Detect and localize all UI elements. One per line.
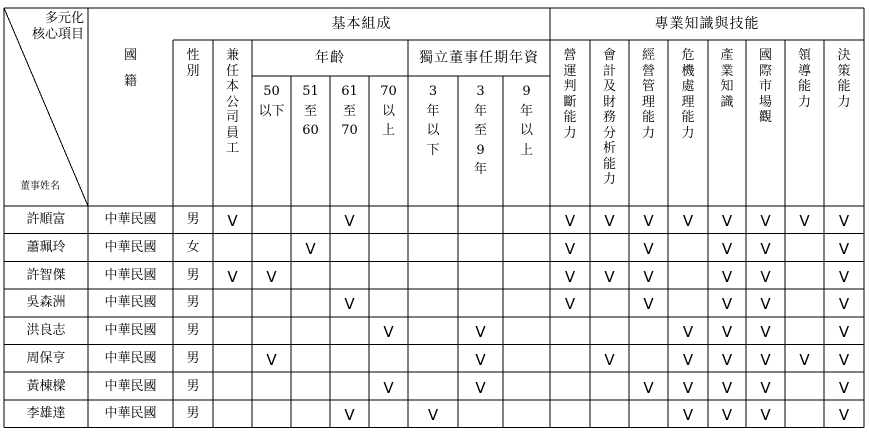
column-header-char: 61 xyxy=(341,84,358,99)
column-header-char: 力 xyxy=(837,94,851,110)
column-header-char: 9 xyxy=(522,84,531,99)
column-header-char: 能 xyxy=(837,79,851,94)
column-header-char: 年 xyxy=(426,103,440,119)
column-header-skill-industry xyxy=(708,48,746,204)
director-name: 黃棟樑 xyxy=(26,378,66,394)
check-mark: V xyxy=(383,378,394,397)
check-mark: V xyxy=(838,295,850,314)
column-header-char: 至 xyxy=(303,103,317,119)
check-mark: V xyxy=(838,406,850,425)
check-mark: V xyxy=(838,323,850,342)
director-name: 洪良志 xyxy=(26,323,66,339)
column-header-char: 決 xyxy=(837,48,851,63)
column-header-skill-management xyxy=(629,48,668,204)
gender-cell: 女 xyxy=(186,240,200,256)
column-header-skill-judgment xyxy=(550,48,590,204)
column-header-skill-international xyxy=(746,48,785,204)
gender-cell: 男 xyxy=(186,406,200,422)
group-header-basic: 基本組成 xyxy=(331,16,392,32)
column-header-tenure-9-above xyxy=(503,84,550,204)
nationality-cell: 中華民國 xyxy=(104,406,157,422)
check-mark: V xyxy=(760,295,771,314)
gender-cell: 男 xyxy=(186,378,200,394)
corner-top-line2: 核心項目 xyxy=(31,27,84,42)
column-header-char: 70 xyxy=(380,84,397,99)
check-mark: V xyxy=(643,212,654,231)
group-header-tenure: 獨立董事任期年資 xyxy=(419,50,539,66)
column-header-char: 60 xyxy=(302,123,319,138)
column-header-char: 以下 xyxy=(258,103,285,119)
column-header-skill-leadership xyxy=(785,48,824,204)
column-header-char: 力 xyxy=(563,125,577,141)
nationality-cell: 中華民國 xyxy=(104,378,157,394)
column-header-char: 國 xyxy=(123,48,137,63)
column-header-char: 財 xyxy=(602,94,616,110)
check-mark: V xyxy=(682,406,694,425)
check-mark: V xyxy=(721,212,733,231)
column-header-char: 運 xyxy=(563,63,577,79)
check-mark: V xyxy=(227,212,238,231)
nationality-cell: 中華民國 xyxy=(104,212,157,228)
column-header-char: 能 xyxy=(641,110,655,125)
check-mark: V xyxy=(604,267,615,286)
nationality-cell: 中華民國 xyxy=(104,295,157,311)
column-header-char: 性 xyxy=(186,48,200,63)
check-mark: V xyxy=(344,406,355,425)
column-header-char: 70 xyxy=(341,123,358,138)
check-mark: V xyxy=(266,267,277,286)
column-header-char: 能 xyxy=(681,110,695,125)
column-header-char: 析 xyxy=(602,141,616,156)
check-mark: V xyxy=(682,378,694,397)
column-header-char: 上 xyxy=(519,142,533,158)
column-header-char: 危 xyxy=(681,48,695,63)
check-mark: V xyxy=(564,212,576,231)
column-header-skill-crisis xyxy=(668,48,708,204)
column-header-char: 工 xyxy=(225,141,239,156)
column-header-char: 觀 xyxy=(758,110,772,125)
check-mark: V xyxy=(643,378,654,397)
column-header-char: 理 xyxy=(681,94,695,110)
check-mark: V xyxy=(427,406,439,425)
check-mark: V xyxy=(721,323,733,342)
column-header-char: 公 xyxy=(225,94,239,110)
check-mark: V xyxy=(682,323,694,342)
check-mark: V xyxy=(383,323,394,342)
check-mark: V xyxy=(760,406,771,425)
check-mark: V xyxy=(799,212,810,231)
column-header-char: 產 xyxy=(720,48,734,63)
column-header-age-51-60 xyxy=(291,84,330,204)
column-header-char: 力 xyxy=(602,172,616,187)
check-mark: V xyxy=(643,267,654,286)
column-header-char: 下 xyxy=(426,142,440,158)
check-mark: V xyxy=(760,350,771,369)
check-mark: V xyxy=(475,350,486,369)
column-header-char: 導 xyxy=(797,63,811,79)
column-header-employee xyxy=(213,48,252,204)
check-mark: V xyxy=(643,295,654,314)
column-header-char: 年 xyxy=(473,103,487,119)
column-header-char: 知 xyxy=(720,79,734,94)
check-mark: V xyxy=(721,240,733,259)
column-header-char: 管 xyxy=(641,79,655,94)
check-mark: V xyxy=(564,267,576,286)
check-mark: V xyxy=(838,267,850,286)
column-header-char: 至 xyxy=(473,123,487,138)
check-mark: V xyxy=(344,295,355,314)
check-mark: V xyxy=(643,240,654,259)
check-mark: V xyxy=(760,240,771,259)
column-header-char: 3 xyxy=(476,84,485,99)
column-header-nationality xyxy=(88,48,173,204)
column-header-char: 會 xyxy=(602,48,616,63)
corner-header-top xyxy=(26,11,84,43)
column-header-age-61-70 xyxy=(330,84,369,204)
gender-cell: 男 xyxy=(186,267,200,283)
column-header-char: 領 xyxy=(797,48,811,63)
column-header-char: 力 xyxy=(641,125,655,141)
director-name: 李雄達 xyxy=(26,406,66,422)
column-header-char: 國 xyxy=(758,48,772,63)
group-header-age: 年齡 xyxy=(315,50,345,66)
check-mark: V xyxy=(760,212,771,231)
director-name: 許智傑 xyxy=(26,267,66,283)
column-header-char: 年 xyxy=(519,103,533,119)
corner-header-bottom: 董事姓名 xyxy=(20,181,60,192)
check-mark: V xyxy=(838,378,850,397)
column-header-char: 策 xyxy=(837,63,851,79)
check-mark: V xyxy=(721,406,733,425)
check-mark: V xyxy=(760,323,771,342)
corner-top-line1: 多元化 xyxy=(44,11,84,26)
column-header-skill-decision xyxy=(824,48,864,204)
column-header-tenure-3-9 xyxy=(458,84,503,204)
check-mark: V xyxy=(564,240,576,259)
column-header-char: 營 xyxy=(641,63,655,79)
column-header-char: 9 xyxy=(476,142,485,158)
group-header-expertise: 專業知識與技能 xyxy=(654,16,760,32)
column-header-char: 籍 xyxy=(123,73,137,89)
check-mark: V xyxy=(760,378,771,397)
column-header-char: 市 xyxy=(758,79,772,94)
column-header-char: 3 xyxy=(428,84,438,99)
column-header-char: 判 xyxy=(563,79,577,94)
column-header-char: 兼 xyxy=(225,48,239,63)
column-header-char: 上 xyxy=(381,123,395,138)
column-header-char: 任 xyxy=(225,63,239,79)
column-header-char: 以 xyxy=(381,103,395,119)
check-mark: V xyxy=(564,295,576,314)
column-header-char: 能 xyxy=(602,156,616,172)
check-mark: V xyxy=(266,350,277,369)
column-header-char: 51 xyxy=(302,84,319,99)
check-mark: V xyxy=(682,350,694,369)
column-header-char: 機 xyxy=(681,63,695,79)
check-mark: V xyxy=(799,350,810,369)
column-header-skill-accounting xyxy=(590,48,629,204)
nationality-cell: 中華民國 xyxy=(104,240,157,256)
check-mark: V xyxy=(305,240,316,259)
column-header-age-70-above xyxy=(369,84,408,204)
director-name: 蕭珮玲 xyxy=(26,240,66,256)
check-mark: V xyxy=(721,267,733,286)
column-header-char: 能 xyxy=(563,110,577,125)
check-mark: V xyxy=(838,212,850,231)
nationality-cell: 中華民國 xyxy=(104,267,157,283)
column-header-char: 務 xyxy=(602,110,616,125)
column-header-char: 別 xyxy=(186,63,200,79)
column-header-char: 斷 xyxy=(563,94,577,110)
column-header-char: 能 xyxy=(797,79,811,94)
nationality-cell: 中華民國 xyxy=(104,323,157,339)
column-header-char: 以 xyxy=(426,123,440,138)
check-mark: V xyxy=(838,240,850,259)
check-mark: V xyxy=(682,212,694,231)
check-mark: V xyxy=(344,212,355,231)
column-header-char: 至 xyxy=(342,103,356,119)
column-header-char: 經 xyxy=(641,48,655,63)
column-header-char: 年 xyxy=(473,162,487,177)
check-mark: V xyxy=(721,378,733,397)
column-header-char: 員 xyxy=(225,125,239,141)
column-header-char: 業 xyxy=(720,63,734,79)
check-mark: V xyxy=(721,350,733,369)
column-header-char: 場 xyxy=(758,94,772,110)
check-mark: V xyxy=(604,350,615,369)
column-header-char: 力 xyxy=(681,125,695,141)
gender-cell: 男 xyxy=(186,295,200,311)
gender-cell: 男 xyxy=(186,350,200,366)
column-header-char: 本 xyxy=(225,79,239,94)
column-header-char: 力 xyxy=(797,94,811,110)
check-mark: V xyxy=(227,267,238,286)
column-header-age-50-below xyxy=(252,84,291,204)
director-name: 許順富 xyxy=(26,212,66,228)
check-mark: V xyxy=(475,323,486,342)
nationality-cell: 中華民國 xyxy=(104,350,157,366)
column-header-char: 營 xyxy=(563,48,577,63)
column-header-gender xyxy=(173,48,213,204)
column-header-char: 及 xyxy=(602,79,616,94)
column-header-char: 理 xyxy=(641,94,655,110)
director-name: 吳森洲 xyxy=(26,295,66,311)
column-header-char: 識 xyxy=(720,94,734,110)
check-mark: V xyxy=(475,378,486,397)
check-mark: V xyxy=(760,267,771,286)
gender-cell: 男 xyxy=(186,212,200,228)
column-header-char: 際 xyxy=(758,63,772,79)
director-name: 周保亨 xyxy=(26,350,66,366)
column-header-char: 計 xyxy=(602,63,616,79)
column-header-char: 司 xyxy=(225,110,239,125)
column-header-tenure-3-below xyxy=(408,84,458,204)
check-mark: V xyxy=(604,212,615,231)
column-header-char: 50 xyxy=(263,84,280,99)
gender-cell: 男 xyxy=(186,323,200,339)
check-mark: V xyxy=(838,350,850,369)
check-mark: V xyxy=(721,295,733,314)
column-header-char: 處 xyxy=(681,79,695,94)
column-header-char: 以 xyxy=(519,123,533,138)
column-header-char: 分 xyxy=(602,125,616,141)
